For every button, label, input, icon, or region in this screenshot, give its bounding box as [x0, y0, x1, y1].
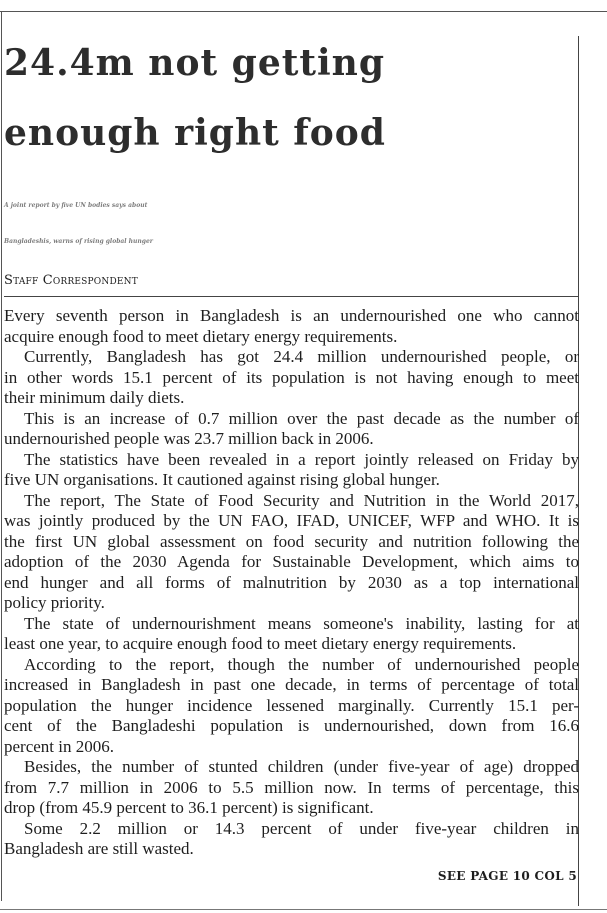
body-line: The statistics have been revealed in a report jointly released on Friday by: [24, 449, 579, 469]
subheadline: [4, 188, 584, 260]
body-line: end hunger and all forms of malnutrition by 2030 as a top international: [4, 572, 579, 592]
body-line: percent in 2006.: [4, 736, 114, 756]
body-line: adoption of the 2030 Agenda for Sustainable Development, which aims to: [4, 552, 579, 571]
body-line: undernourished people was 23.7 million back in 2006.: [4, 429, 374, 448]
body-line: Currently, Bangladesh has got 24.4 million undernourished people, or: [24, 347, 579, 366]
body-line: acquire enough food to meet dietary energy requirements.: [4, 326, 398, 346]
body-line: Besides, the number of stunted children (under five-year of age) dropped: [24, 757, 579, 776]
body-line: their minimum daily diets.: [4, 388, 185, 407]
body-line: This is an increase of 0.7 million over the past decade as the number of: [24, 408, 579, 428]
body-line: The report, The State of Food Security and Nutrition in the World 2017,: [24, 490, 579, 510]
headline: [4, 28, 584, 168]
continuation-note: SEE PAGE 10 COL 5: [437, 869, 577, 883]
body-line: from 7.7 million in 2006 to 5.5 million now. In terms of percentage, this: [4, 777, 579, 797]
body-line: Some 2.2 million or 14.3 percent of under five-year children in: [24, 818, 579, 838]
body-line: Every seventh person in Bangladesh is an undernourished one who cannot: [4, 306, 579, 325]
body-line: was jointly produced by the UN FAO, IFAD, UNICEF, WFP and WHO. It is: [4, 511, 579, 530]
body-line: cent of the Bangladeshi population is undernourished, down from 16.6: [4, 716, 579, 735]
body-line: According to the report, though the number of undernourished people: [24, 654, 579, 674]
body-line: policy priority.: [4, 593, 105, 612]
body-line: five UN organisations. It cautioned against rising global hunger.: [4, 470, 440, 489]
body-line: the first UN global assessment on food security and nutrition following the: [4, 531, 579, 551]
left-rule: [1, 11, 2, 901]
bottom-rule: [0, 909, 607, 910]
byline: Staff Correspondent: [4, 273, 138, 288]
body-line: population the hunger incidence lessened marginally. Currently 15.1 per-: [4, 695, 579, 715]
body-line: least one year, to acquire enough food to meet dietary energy requirements.: [4, 634, 517, 653]
subheadline-line-1: A joint report by five UN bodies says about: [4, 202, 148, 209]
headline-line-1: 24.4m not getting: [4, 42, 386, 84]
body-line: in other words 15.1 percent of its population is not having enough to meet: [4, 367, 579, 387]
top-rule: [0, 11, 607, 12]
headline-line-2: enough right food: [4, 112, 386, 154]
body-line: drop (from 45.9 percent to 36.1 percent) is significant.: [4, 798, 374, 817]
byline-rule: [4, 296, 578, 297]
body-line: The state of undernourishment means someone's inability, lasting for at: [24, 613, 579, 633]
article-body: [4, 306, 579, 860]
body-line: Bangladesh are still wasted.: [4, 839, 194, 858]
body-line: increased in Bangladesh in past one decade, in terms of percentage of total: [4, 675, 579, 694]
subheadline-line-2: Bangladeshis, warns of rising global hunger: [4, 238, 153, 245]
